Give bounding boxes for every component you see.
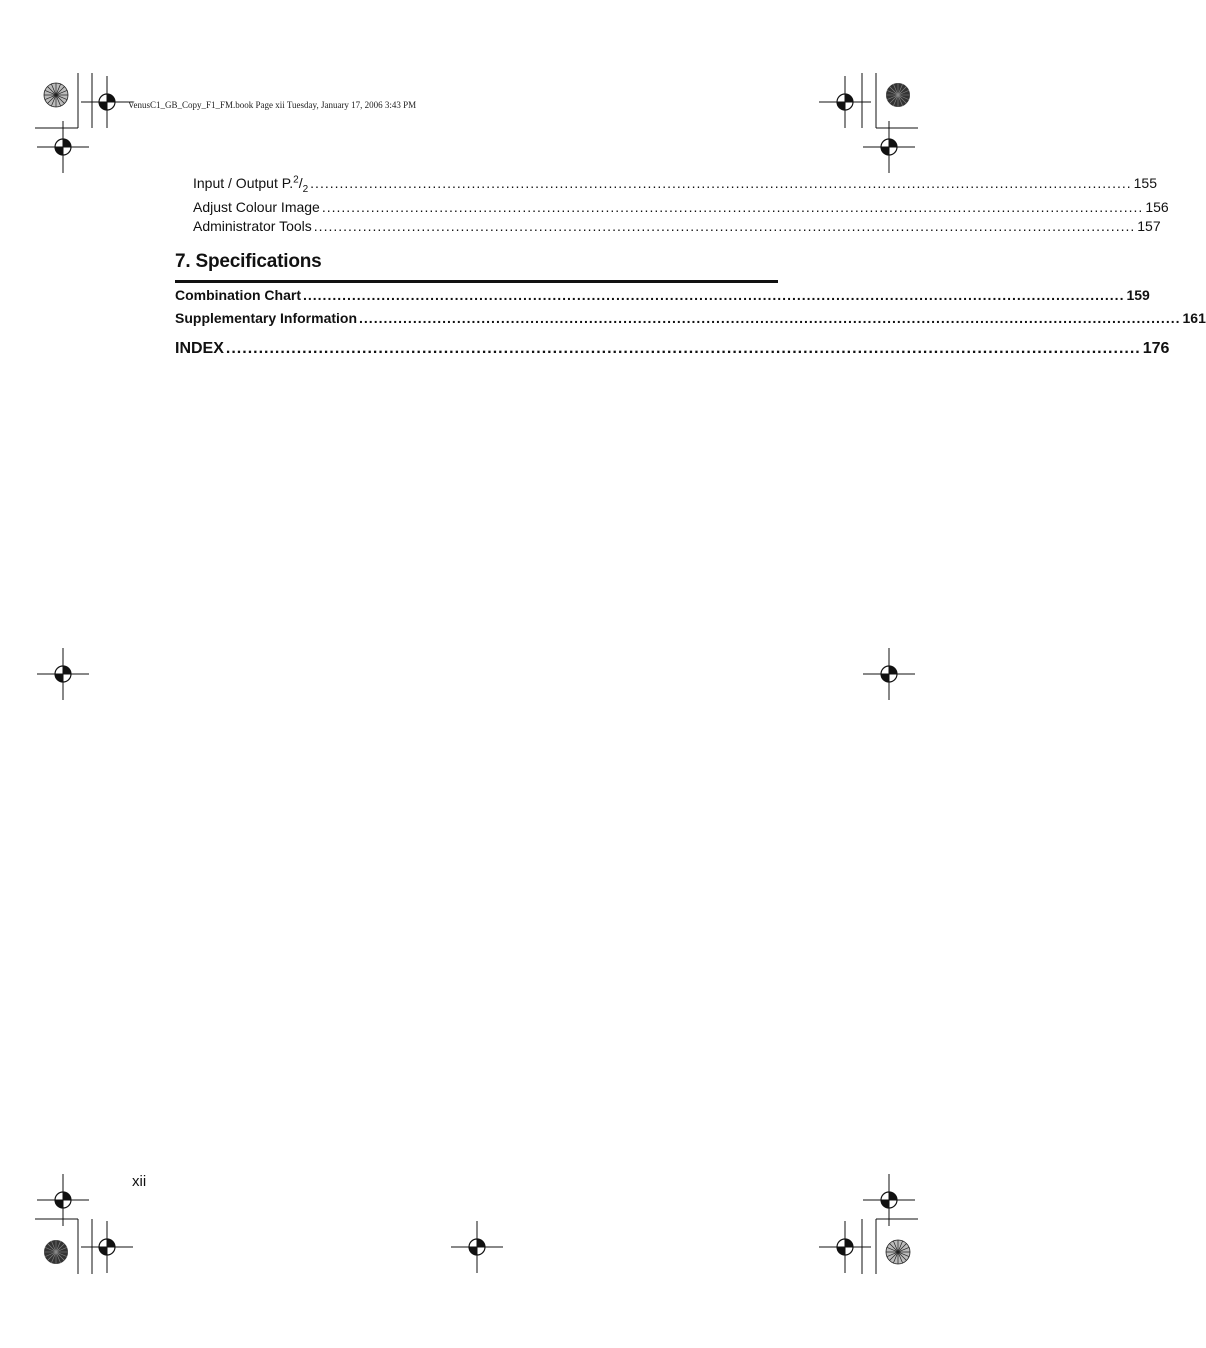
toc-page-number: 159 xyxy=(1126,287,1150,303)
toc-page-number: 156 xyxy=(1145,199,1169,215)
toc-entry-label: Administrator Tools xyxy=(193,218,312,234)
toc-entry-supplementary-information[interactable] xyxy=(175,310,1206,326)
toc-page-number: 176 xyxy=(1142,340,1170,357)
toc-leader-dots: ........................................................................................................................................................................ xyxy=(310,175,1132,191)
toc-entry-index[interactable] xyxy=(175,340,1170,358)
toc-leader-dots: ........................................................................................................................................................................ xyxy=(313,218,1136,234)
toc-entry-label: Adjust Colour Image xyxy=(193,199,320,215)
toc-leader-dots: ........................................................................................................................................................................ xyxy=(225,340,1141,357)
section-heading-rule xyxy=(175,280,778,283)
toc-entry-adjust-colour-image[interactable] xyxy=(193,199,1169,215)
toc-page-number: 155 xyxy=(1133,175,1157,191)
page-number: xii xyxy=(132,1173,147,1190)
toc-entry-administrator-tools[interactable] xyxy=(193,218,1161,234)
print-job-header: VenusC1_GB_Copy_F1_FM.book Page xii Tuesday, January 17, 2006 3:43 PM xyxy=(128,100,417,110)
toc-page-number: 157 xyxy=(1137,218,1161,234)
toc-page-number: 161 xyxy=(1182,310,1206,326)
toc-leader-dots: ........................................................................................................................................................................ xyxy=(321,199,1144,215)
toc-entry-label: Combination Chart xyxy=(175,287,301,303)
toc-leader-dots: ........................................................................................................................................................................ xyxy=(359,310,1181,326)
toc-entry-input-output[interactable] xyxy=(193,174,1157,195)
toc-entry-label: INDEX xyxy=(175,340,224,357)
section-heading-specifications: 7. Specifications xyxy=(175,251,322,272)
toc-entry-combination-chart[interactable] xyxy=(175,287,1150,303)
toc-entry-label: Supplementary Information xyxy=(175,310,358,326)
toc-entry-label: Input / Output $P.^2/_2$ xyxy=(193,174,309,195)
toc-leader-dots: ........................................................................................................................................................................ xyxy=(303,287,1125,303)
